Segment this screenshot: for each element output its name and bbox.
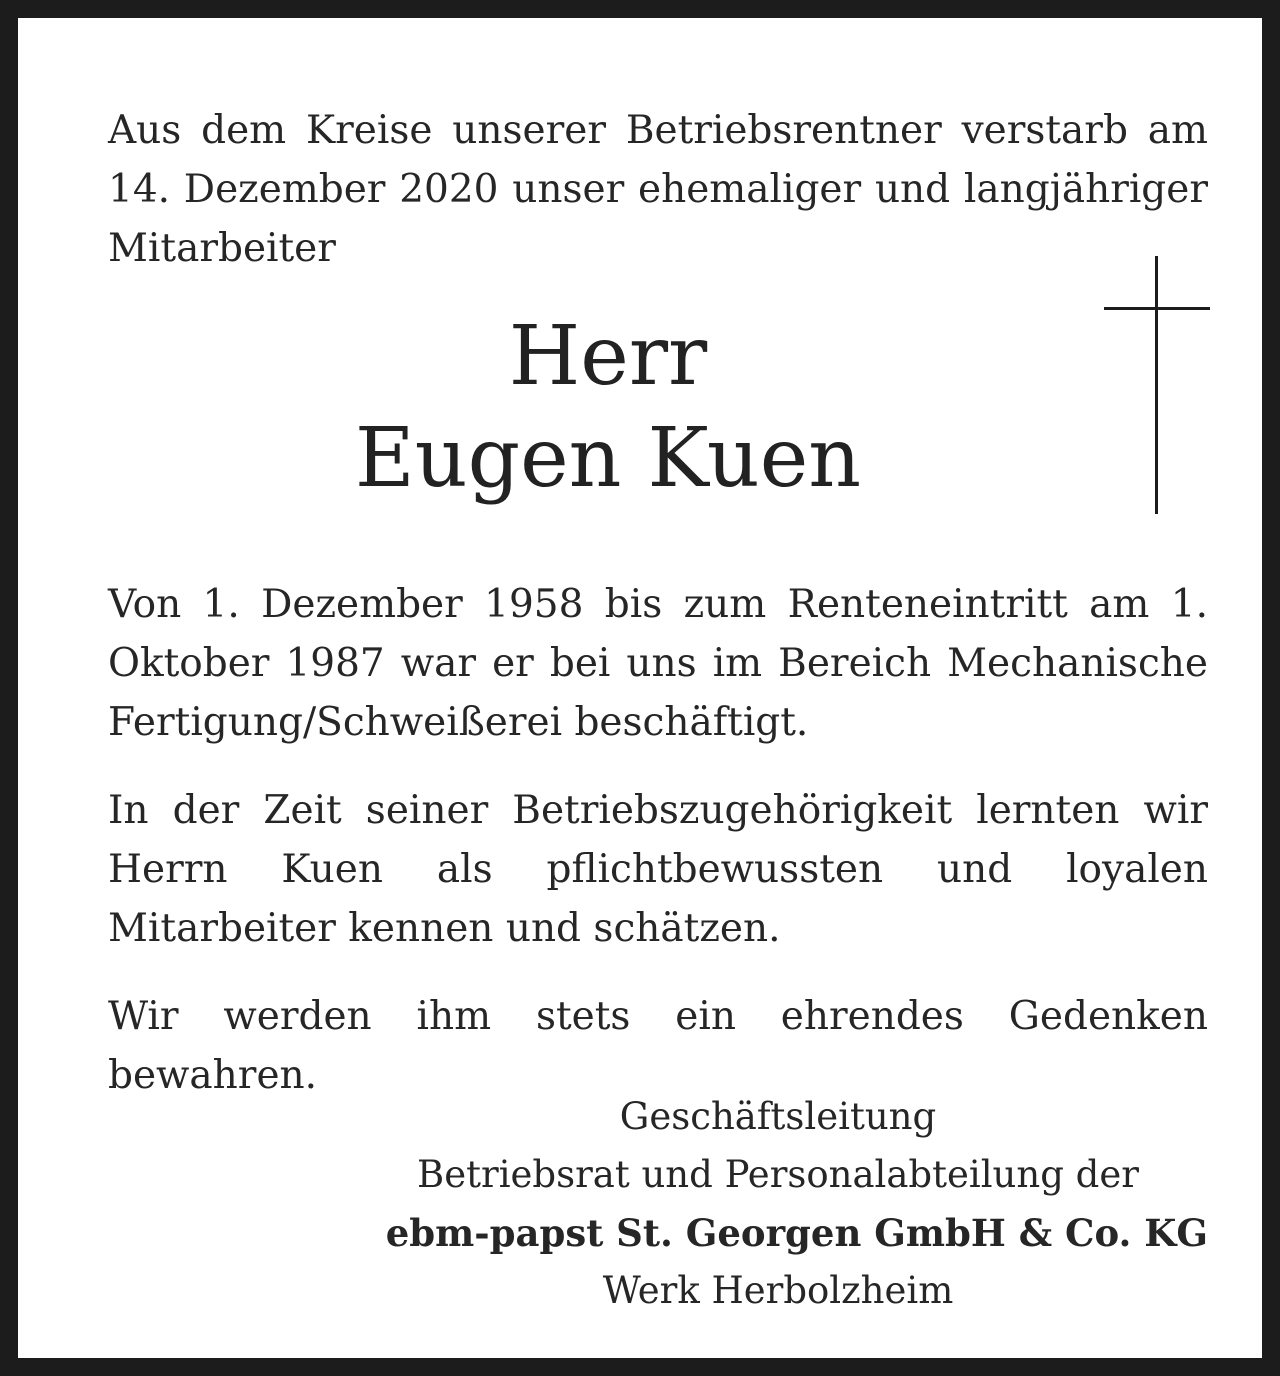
- deceased-name: Eugen Kuen: [354, 411, 862, 506]
- remembrance-paragraph: Wir werden ihm stets ein ehrendes Gedenken bewahren.: [108, 994, 1208, 1098]
- employment-paragraph: Von 1. Dezember 1958 bis zum Renteneintritt am 1. Oktober 1987 war er bei uns im Bereich Mechanische Fertigung/Schweißerei beschäftigt.: [108, 582, 1208, 745]
- signature-management: Geschäftsleitung: [619, 1095, 937, 1138]
- appreciation-paragraph: In der Zeit seiner Betriebszugehörigkeit lernten wir Herrn Kuen als pflichtbewussten und loyalen Mitarbeiter kennen und schätzen.: [108, 788, 1208, 951]
- signature-works-council: Betriebsrat und Personalabteilung der: [417, 1153, 1139, 1196]
- deceased-title: Herr: [508, 309, 708, 404]
- signature-site: Werk Herbolzheim: [602, 1269, 954, 1312]
- cross-horizontal-bar: [1104, 307, 1210, 310]
- latin-cross-icon: [1104, 256, 1210, 514]
- cross-vertical-bar: [1155, 256, 1158, 514]
- signature-company-name: ebm-papst St. Georgen GmbH & Co. KG: [385, 1211, 1208, 1255]
- intro-paragraph: Aus dem Kreise unserer Betriebsrentner verstarb am 14. Dezember 2020 unser ehemaliger und langjähriger Mitarbeiter: [108, 108, 1208, 271]
